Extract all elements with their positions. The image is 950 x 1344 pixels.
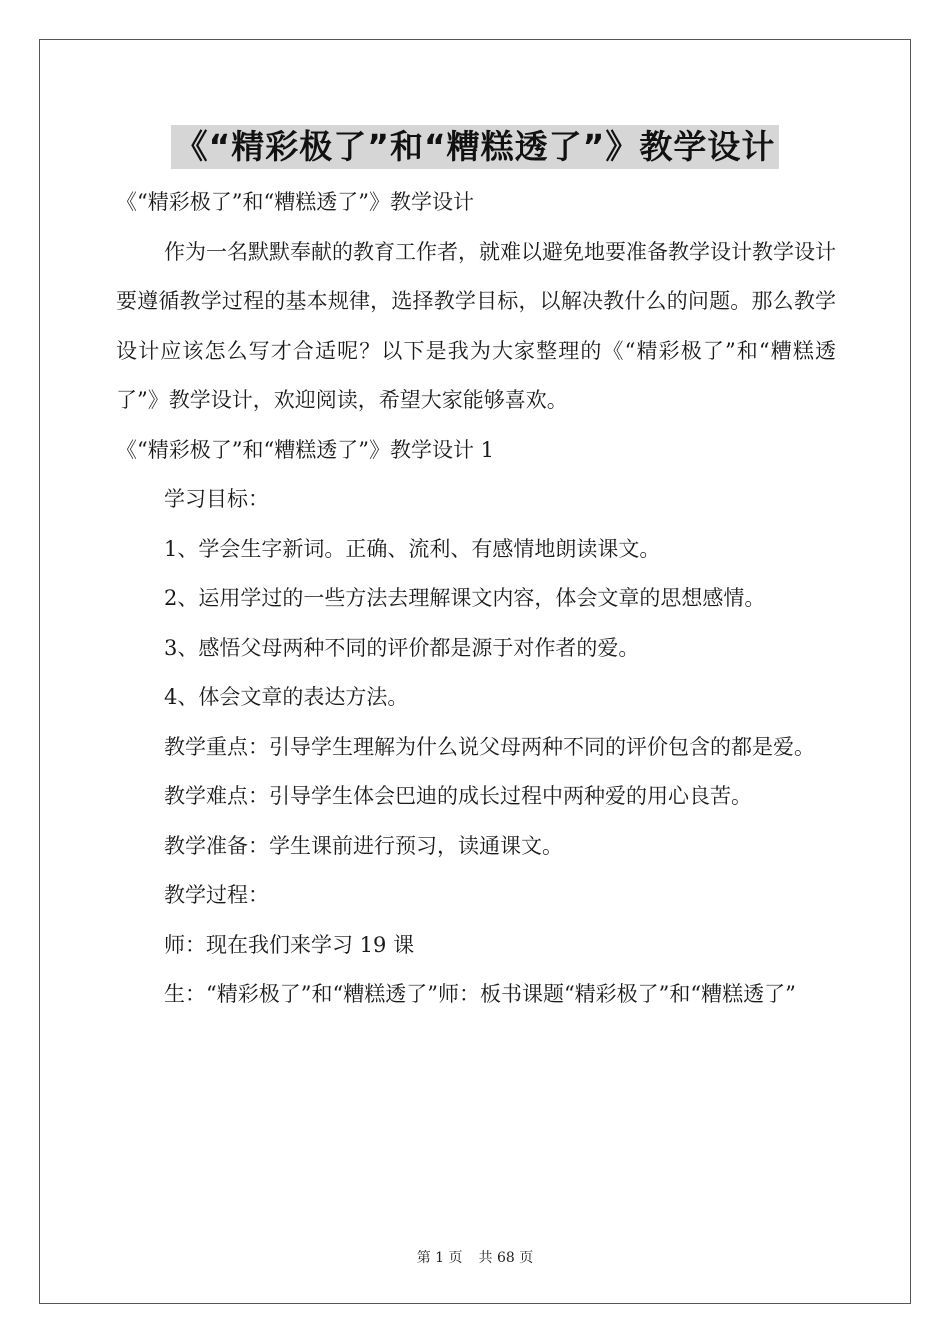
page-number: 第 1 页 — [416, 1250, 463, 1266]
document-body — [116, 178, 836, 1020]
paragraph-subtitle: 《“精彩极了”和“糟糕透了”》教学设计 — [116, 190, 474, 214]
document-title: 《“精彩极了”和“糟糕透了”》教学设计 — [171, 125, 780, 169]
paragraph-student-line: 生：“精彩极了”和“糟糕透了”师：板书课题“精彩极了”和“糟糕透了” — [164, 982, 796, 1006]
paragraph-objective-1: 1、学会生字新词。正确、流利、有感情地朗读课文。 — [164, 536, 661, 561]
paragraph-intro: 作为一名默默奉献的教育工作者，就难以避免地要准备教学设计教学设计要遵循教学过程的基本规律，选择教学目标，以解决教什么的问题。那么教学设计应该怎么写才合适呢？以下是我为大家整理的《“精彩极了”和“糟糕透了”》教学设计，欢迎阅读，希望大家能够喜欢。 — [116, 239, 836, 412]
page-footer — [0, 1247, 950, 1267]
paragraph-objective-4: 4、体会文章的表达方法。 — [164, 685, 409, 709]
paragraph-preparation: 教学准备：学生课前进行预习，读通课文。 — [164, 833, 563, 858]
title-container — [0, 125, 950, 169]
paragraph-objective-2: 2、运用学过的一些方法去理解课文内容，体会文章的思想感情。 — [164, 586, 766, 610]
paragraph-objectives-heading: 学习目标： — [164, 487, 269, 511]
paragraph-difficulty: 教学难点：引导学生体会巴迪的成长过程中两种爱的用心良苦。 — [164, 784, 752, 808]
paragraph-teacher-line: 师：现在我们来学习 19 课 — [164, 932, 415, 957]
paragraph-key-point: 教学重点：引导学生理解为什么说父母两种不同的评价包含的都是爱。 — [164, 734, 815, 759]
paragraph-objective-3: 3、感悟父母两种不同的评价都是源于对作者的爱。 — [164, 635, 640, 660]
paragraph-section-heading: 《“精彩极了”和“糟糕透了”》教学设计 1 — [116, 437, 494, 462]
page-total: 共 68 页 — [478, 1250, 534, 1266]
paragraph-process-heading: 教学过程： — [164, 883, 269, 907]
